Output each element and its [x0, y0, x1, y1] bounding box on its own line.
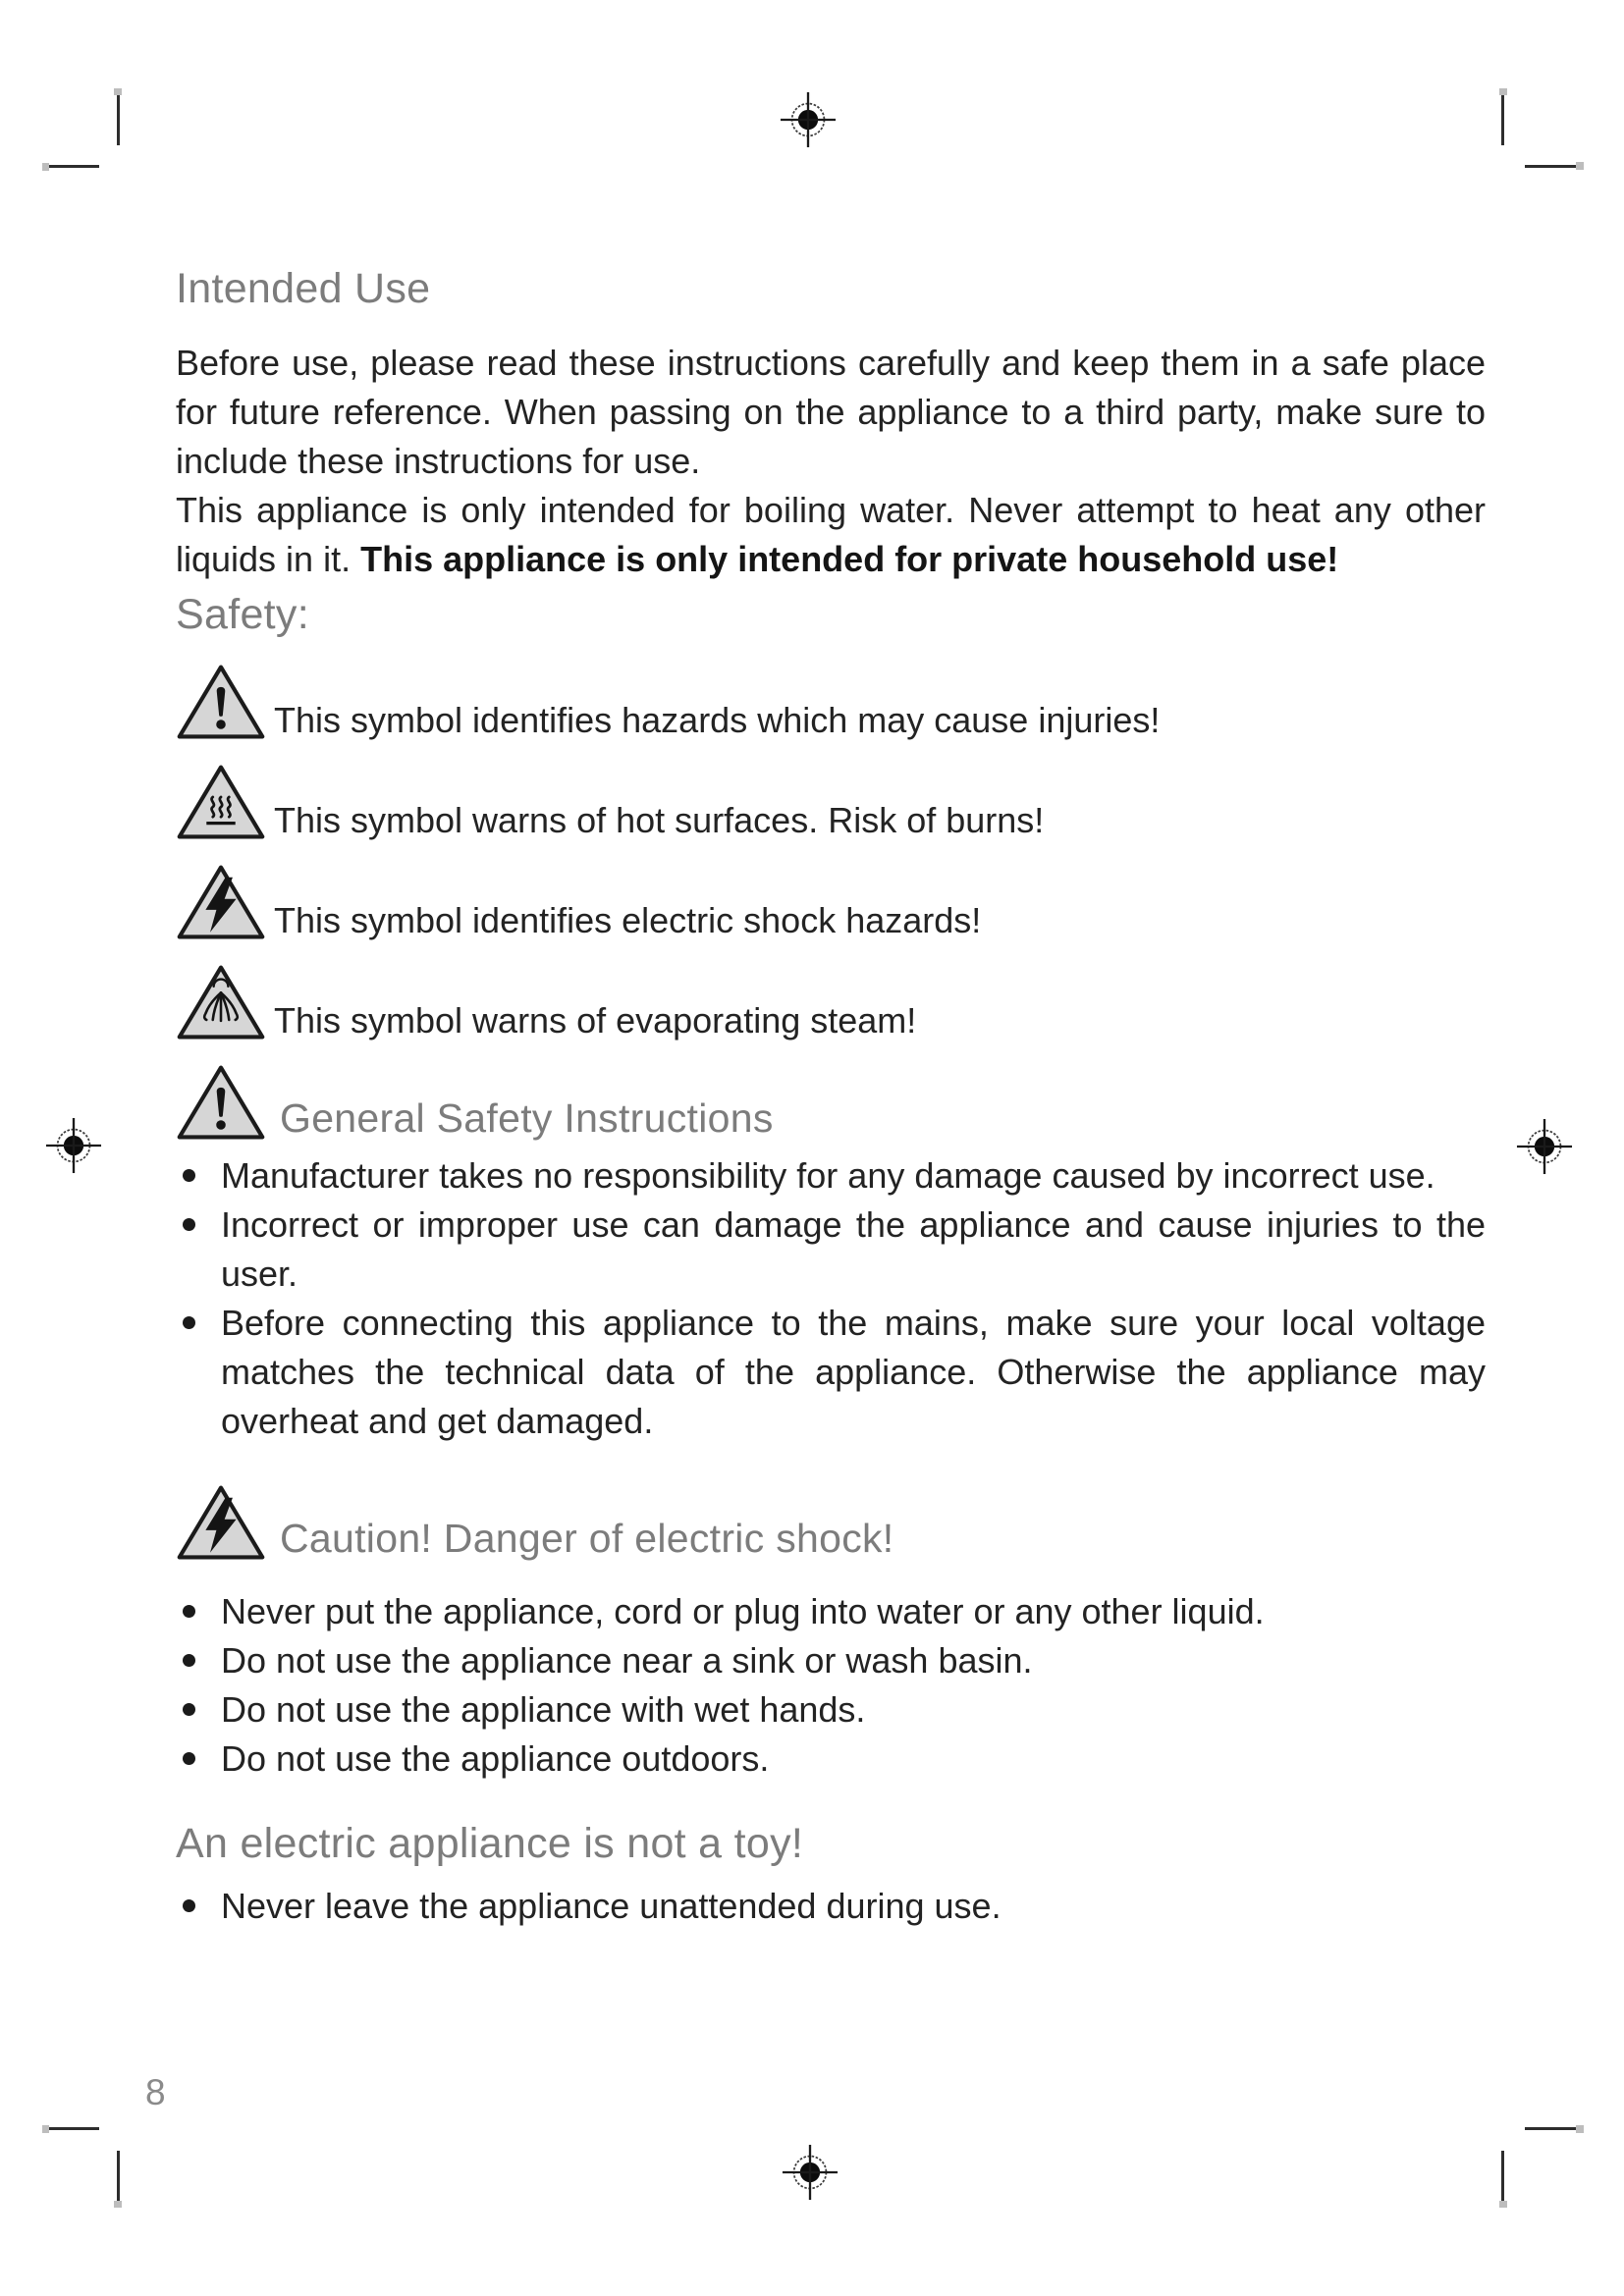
warning-triangle-icon: [176, 663, 266, 741]
crop-mark: [117, 2151, 120, 2201]
list-item: Do not use the appliance with wet hands.: [176, 1685, 1486, 1735]
list-item: Never put the appliance, cord or plug into water or any other liquid.: [176, 1587, 1486, 1636]
crop-mark: [117, 95, 120, 145]
symbol-text: This symbol warns of evaporating steam!: [274, 1000, 917, 1041]
page-number: 8: [145, 2072, 166, 2112]
content-column: [176, 0, 1486, 1931]
symbol-row-electric-shock: [176, 863, 1486, 941]
symbol-text: This symbol identifies electric shock hazards!: [274, 900, 982, 940]
hot-surface-icon: [176, 763, 266, 841]
electric-shock-icon: [176, 863, 266, 941]
crop-mark: [1525, 2127, 1578, 2130]
symbol-row-hot-surface: [176, 763, 1486, 841]
paragraph-2-bold-text: This appliance is only intended for private household use!: [360, 539, 1339, 579]
warning-triangle-icon: [176, 1063, 266, 1142]
crop-mark-cap: [114, 2201, 122, 2208]
list-item: Before connecting this appliance to the mains, make sure your local voltage matches the technical data of the appliance. Otherwise the appliance may overheat and get damaged.: [176, 1299, 1486, 1446]
not-a-toy-heading: An electric appliance is not a toy!: [176, 1820, 804, 1867]
crop-mark: [49, 165, 99, 168]
crop-mark: [1525, 165, 1578, 168]
list-item: Manufacturer takes no responsibility for any damage caused by incorrect use.: [176, 1151, 1486, 1201]
electric-shock-icon: [176, 1483, 266, 1562]
not-a-toy-bullet-list: [176, 1882, 1486, 1931]
intended-use-paragraph-2: [176, 486, 1486, 584]
registration-mark-icon: [1516, 1118, 1573, 1175]
general-safety-heading: General Safety Instructions: [280, 1095, 774, 1141]
crop-mark-cap: [1499, 88, 1507, 95]
crop-mark-cap: [1576, 162, 1584, 170]
general-safety-heading-row: [176, 1063, 1486, 1142]
electric-shock-heading-row: [176, 1483, 1486, 1562]
safety-heading: Safety:: [176, 591, 309, 638]
intended-use-paragraph-1: Before use, please read these instructions carefully and keep them in a safe place for future reference. When passing on the appliance to a third party, make sure to include these instructions for use.: [176, 343, 1486, 481]
crop-mark-cap: [1499, 2201, 1507, 2208]
symbol-row-steam: [176, 963, 1486, 1041]
crop-mark-cap: [1576, 2125, 1584, 2133]
crop-mark-cap: [42, 2125, 49, 2133]
symbol-text: This symbol identifies hazards which may cause injuries!: [274, 700, 1161, 740]
crop-mark-cap: [114, 88, 122, 95]
symbol-row-injury: [176, 663, 1486, 741]
list-item: Do not use the appliance outdoors.: [176, 1735, 1486, 1784]
electric-shock-bullet-list: [176, 1587, 1486, 1784]
crop-mark: [49, 2127, 99, 2130]
crop-mark-cap: [42, 163, 49, 171]
symbol-text: This symbol warns of hot surfaces. Risk of burns!: [274, 800, 1045, 840]
registration-mark-icon: [45, 1117, 102, 1174]
list-item: Do not use the appliance near a sink or wash basin.: [176, 1636, 1486, 1685]
registration-mark-icon: [782, 2144, 839, 2201]
list-item: Incorrect or improper use can damage the appliance and cause injuries to the user.: [176, 1201, 1486, 1299]
crop-mark: [1501, 95, 1504, 145]
general-safety-bullet-list: [176, 1151, 1486, 1446]
intended-use-heading: Intended Use: [176, 265, 431, 312]
paragraph-2-normal-text: This appliance is only intended for boiling water. Never attempt to heat any other liquids in it.: [176, 490, 1486, 579]
electric-shock-heading: Caution! Danger of electric shock!: [280, 1516, 894, 1561]
list-item: Never leave the appliance unattended during use.: [176, 1882, 1486, 1931]
steam-icon: [176, 963, 266, 1041]
crop-mark: [1501, 2151, 1504, 2201]
